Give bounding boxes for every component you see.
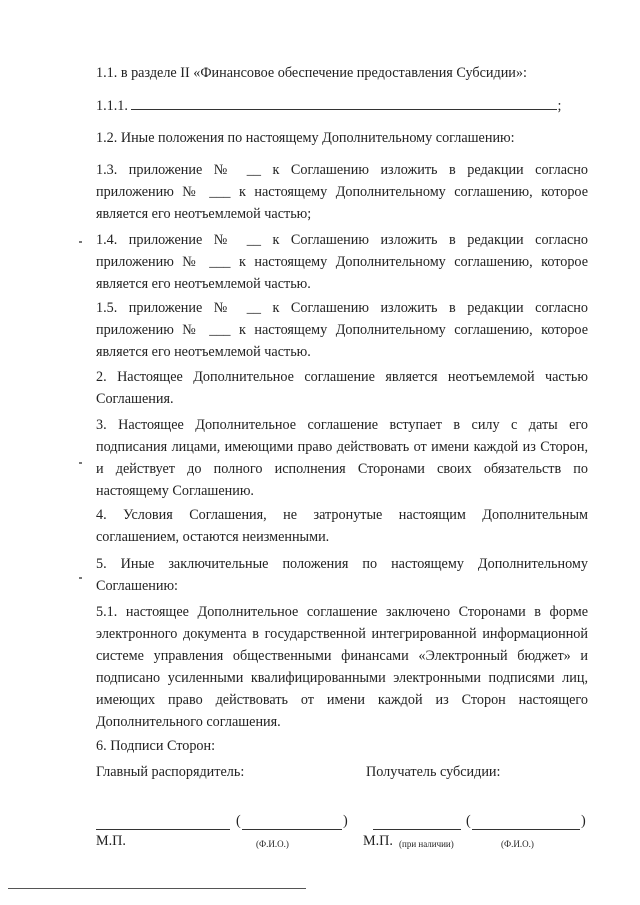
left-signatory-title: Главный распорядитель: — [96, 764, 245, 780]
clause-5: 5. Иные заключительные положения по настоящему Дополнительному Соглашению: — [96, 556, 588, 594]
left-fio-line — [242, 829, 342, 830]
clause-1-1-1 — [96, 95, 588, 117]
clause-1-1-1-blank — [131, 97, 557, 110]
left-fio-close-paren: ) — [343, 813, 348, 829]
right-fio-open-paren: ( — [466, 813, 471, 829]
clause-2: 2. Настоящее Дополнительное соглашение является неотъемлемой частью Соглашения. — [96, 369, 588, 407]
clause-1-1-1-suffix: ; — [557, 98, 562, 114]
left-fio-open-paren: ( — [236, 813, 241, 829]
right-signatory-title: Получатель субсидии: — [366, 764, 501, 780]
scan-speck — [79, 241, 82, 243]
clause-1-1: 1.1. в разделе II «Финансовое обеспечение предоставления Субсидии»: — [96, 65, 527, 81]
left-stamp-label: М.П. — [96, 833, 126, 849]
clause-1-4: 1.4. приложение № __ к Соглашению изложить в редакции согласно приложению № ___ к настоящему Дополнительному соглашению, которое является его неотъемлемой частью. — [96, 232, 588, 292]
scan-speck — [79, 462, 82, 464]
right-signature-line — [373, 829, 461, 830]
right-fio-line — [472, 829, 580, 830]
left-fio-caption: (Ф.И.О.) — [256, 839, 289, 849]
clause-3: 3. Настоящее Дополнительное соглашение вступает в силу с даты его подписания лицами, имеющими право действовать от имени каждой из Сторон, и действует до полного исполнения Сторонами своих обязательств по настоящему Соглашению. — [96, 417, 588, 499]
clause-5-1: 5.1. настоящее Дополнительное соглашение заключено Сторонами в форме электронного документа в государственной интегрированной информационной системе управления общественными финансами «Электронный бюджет» и подписано усиленными квалифицированными электронными подписями лиц, имеющих право действовать от имени каждой из Сторон настоящего Дополнительного соглашения. — [96, 604, 588, 730]
left-signature-line — [96, 829, 230, 830]
right-fio-caption: (Ф.И.О.) — [501, 839, 534, 849]
footer-rule — [8, 888, 306, 889]
clause-1-2: 1.2. Иные положения по настоящему Дополнительному соглашению: — [96, 130, 515, 146]
right-stamp-note: (при наличии) — [399, 839, 454, 849]
clause-1-3: 1.3. приложение № __ к Соглашению изложить в редакции согласно приложению № ___ к настоящему Дополнительному соглашению, которое является его неотъемлемой частью; — [96, 162, 588, 222]
clause-1-5: 1.5. приложение № __ к Соглашению изложить в редакции согласно приложению № ___ к настоящему Дополнительному соглашению, которое является его неотъемлемой частью. — [96, 300, 588, 360]
clause-1-1-1-number: 1.1.1. — [96, 98, 128, 114]
right-fio-close-paren: ) — [581, 813, 586, 829]
clause-6: 6. Подписи Сторон: — [96, 738, 216, 754]
scan-speck — [79, 577, 82, 579]
right-stamp-label: М.П. — [363, 833, 393, 849]
clause-4: 4. Условия Соглашения, не затронутые настоящим Дополнительным соглашением, остаются неизменными. — [96, 507, 588, 545]
